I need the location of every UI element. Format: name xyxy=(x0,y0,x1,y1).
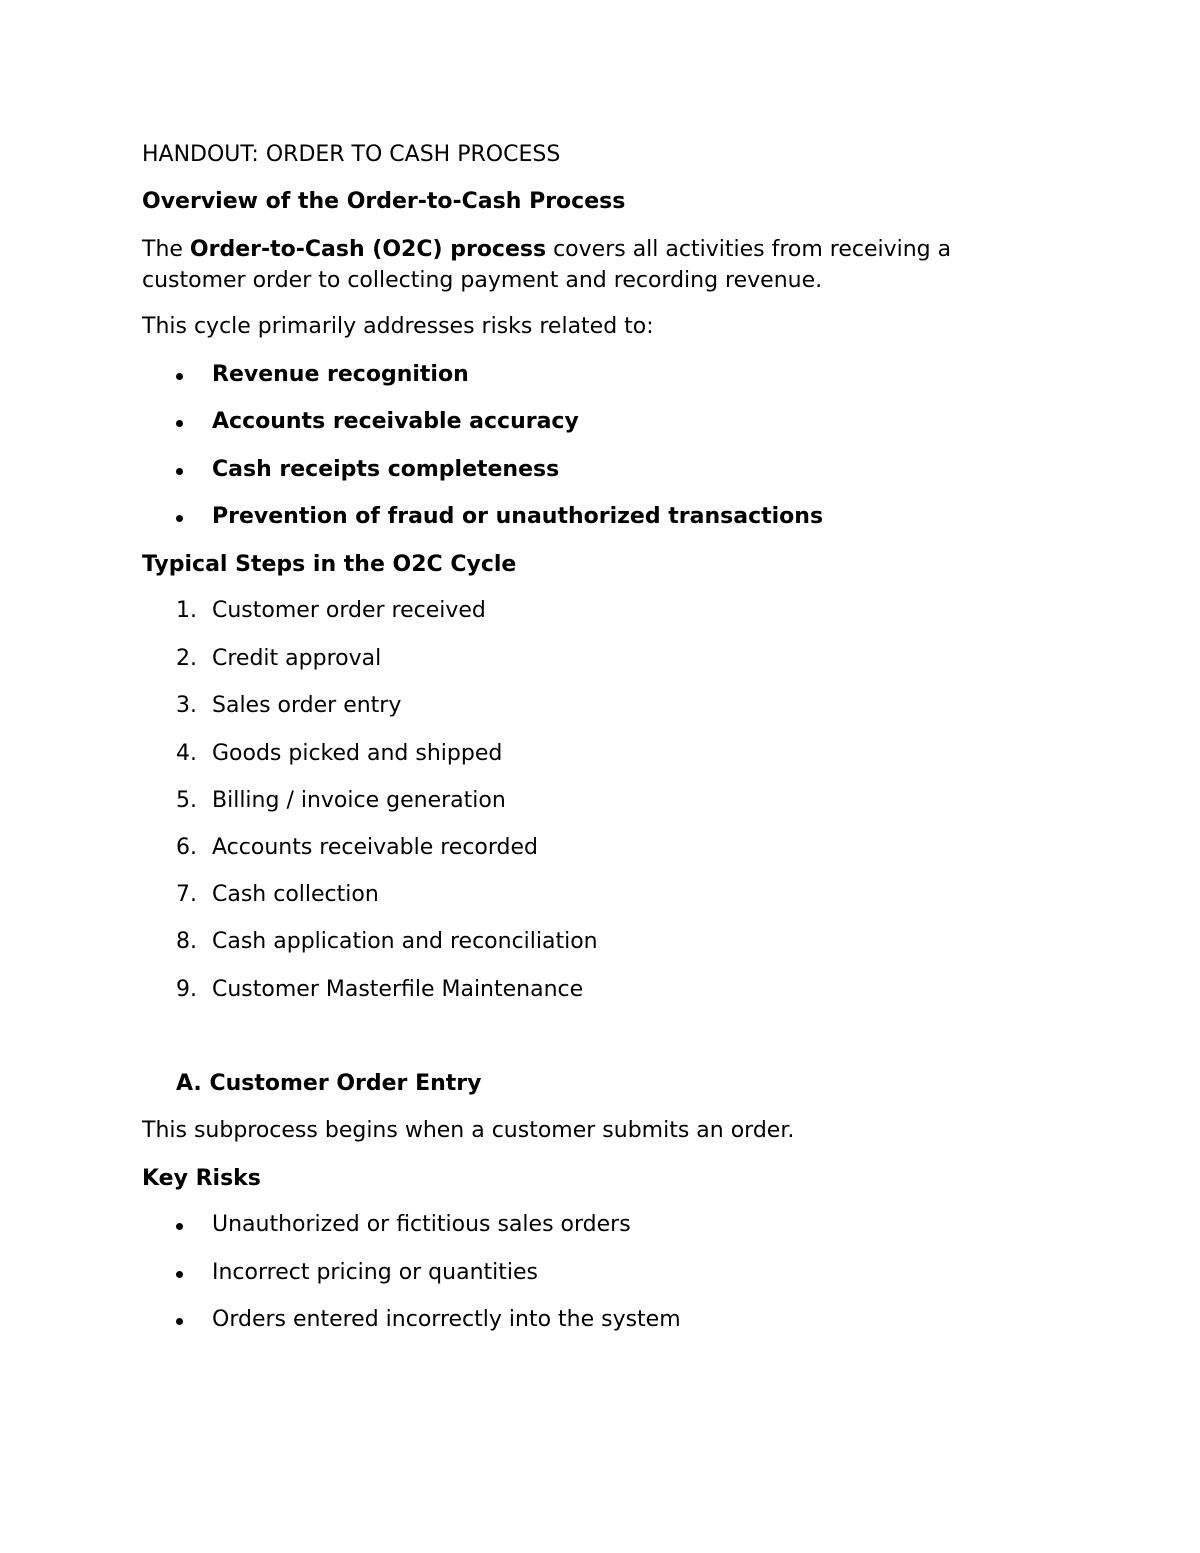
steps-heading: Typical Steps in the O2C Cycle xyxy=(142,552,517,577)
bullet-icon xyxy=(176,468,183,475)
key-risk-text: Incorrect pricing or quantities xyxy=(212,1260,538,1285)
step-text: Cash application and reconciliation xyxy=(212,929,598,954)
step-text: Accounts receivable recorded xyxy=(212,835,539,860)
intro-paragraph-line-2: customer order to collecting payment and recording revenue. xyxy=(142,268,823,293)
step-number: 4. xyxy=(176,741,197,766)
step-text: Customer order received xyxy=(212,598,486,623)
intro-pre: The xyxy=(142,237,190,262)
bullet-icon xyxy=(176,1271,183,1278)
step-number: 8. xyxy=(176,929,197,954)
step-number: 9. xyxy=(176,977,197,1002)
bullet-icon xyxy=(176,1318,183,1325)
intro-paragraph-line-1 xyxy=(142,235,951,265)
step-text: Goods picked and shipped xyxy=(212,741,503,766)
step-number: 5. xyxy=(176,788,197,813)
step-number: 3. xyxy=(176,693,197,718)
handout-title: HANDOUT: ORDER TO CASH PROCESS xyxy=(142,142,561,167)
step-text: Customer Masterfile Maintenance xyxy=(212,977,584,1002)
step-number: 6. xyxy=(176,835,197,860)
intro-bold-term: Order-to-Cash (O2C) process xyxy=(189,237,547,262)
bullet-icon xyxy=(176,515,183,522)
section-a-text: This subprocess begins when a customer submits an order. xyxy=(142,1118,795,1143)
step-text: Cash collection xyxy=(212,882,379,907)
step-text: Credit approval xyxy=(212,646,382,671)
bullet-icon xyxy=(176,373,183,380)
key-risk-text: Unauthorized or fictitious sales orders xyxy=(212,1212,631,1237)
key-risk-text: Orders entered incorrectly into the system xyxy=(212,1307,681,1332)
key-risks-heading: Key Risks xyxy=(142,1166,261,1191)
step-number: 7. xyxy=(176,882,197,907)
risks-intro: This cycle primarily addresses risks related to: xyxy=(142,314,654,339)
risk-area-text: Accounts receivable accuracy xyxy=(212,409,579,434)
risk-area-text: Cash receipts completeness xyxy=(212,457,560,482)
intro-post: covers all activities from receiving a xyxy=(546,237,952,262)
overview-heading: Overview of the Order-to-Cash Process xyxy=(142,189,626,214)
section-a-heading: A. Customer Order Entry xyxy=(176,1071,482,1096)
risk-area-text: Prevention of fraud or unauthorized transactions xyxy=(212,504,824,529)
bullet-icon xyxy=(176,420,183,427)
bullet-icon xyxy=(176,1223,183,1230)
risk-area-text: Revenue recognition xyxy=(212,362,469,387)
step-text: Billing / invoice generation xyxy=(212,788,506,813)
step-number: 2. xyxy=(176,646,197,671)
step-text: Sales order entry xyxy=(212,693,402,718)
step-number: 1. xyxy=(176,598,197,623)
